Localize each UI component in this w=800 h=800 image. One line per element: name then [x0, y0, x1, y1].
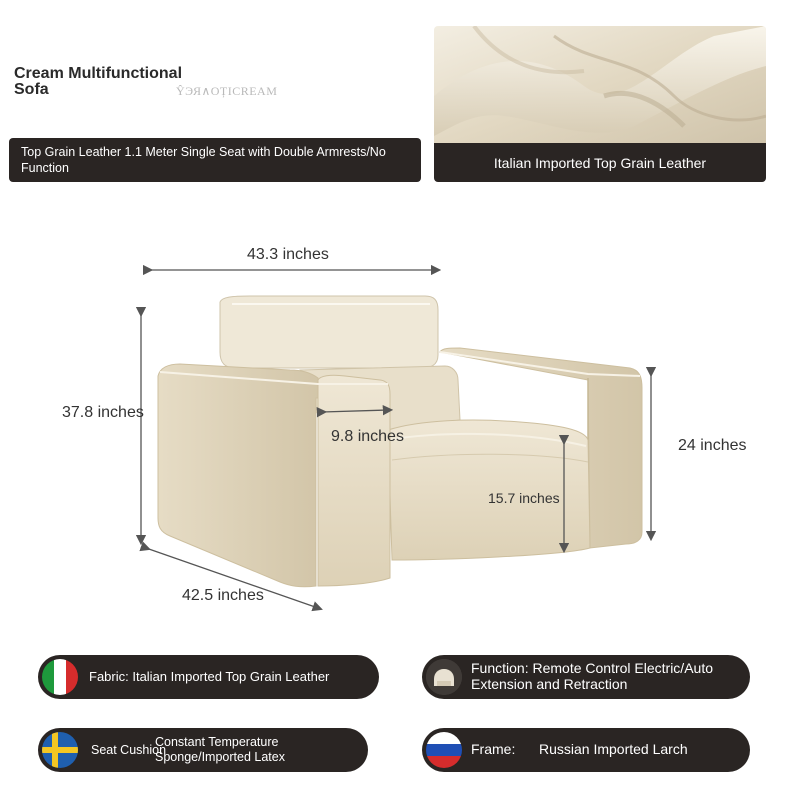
sofa-thumbnail-icon	[426, 659, 462, 695]
feature-frame	[422, 728, 750, 772]
product-description: Top Grain Leather 1.1 Meter Single Seat with Double Armrests/No Function	[9, 138, 421, 182]
italy-flag-icon	[42, 659, 78, 695]
dimension-arm-height-label: 24 inches	[678, 437, 747, 454]
product-title-line2: Sofa	[14, 81, 49, 98]
russia-flag-icon	[426, 732, 462, 768]
feature-function-line1: Function: Remote Control Electric/Auto	[471, 660, 713, 676]
material-label: Italian Imported Top Grain Leather	[434, 143, 766, 182]
dimension-seat-height-label: 15.7 inches	[488, 490, 560, 506]
feature-fabric-text: Fabric: Italian Imported Top Grain Leather	[89, 669, 330, 684]
feature-fabric	[38, 655, 379, 699]
dimension-armrest-label: 9.8 inches	[331, 428, 404, 445]
feature-seat-cushion-line1: Constant Temperature	[155, 735, 279, 749]
sofa-back-cushion	[220, 296, 438, 368]
feature-seat-cushion-line2: Sponge/Imported Latex	[155, 750, 285, 764]
sofa-left-arm	[158, 364, 390, 587]
feature-frame-label: Frame:	[471, 741, 516, 757]
dimension-height-label: 37.8 inches	[62, 404, 144, 421]
feature-frame-text: Russian Imported Larch	[539, 741, 688, 757]
feature-function-line2: Extension and Retraction	[471, 676, 628, 692]
sweden-flag-icon	[42, 732, 78, 768]
feature-seat-cushion-label: Seat Cushion	[91, 743, 167, 757]
feature-function	[422, 655, 750, 699]
feature-seat-cushion	[38, 728, 368, 772]
dimension-depth-label: 42.5 inches	[182, 587, 264, 604]
dimension-width-label: 43.3 inches	[247, 246, 329, 263]
brand-watermark: ŶЭЯ∧OȚICREAM	[176, 84, 278, 98]
product-title-line1: Cream Multifunctional	[14, 65, 183, 82]
